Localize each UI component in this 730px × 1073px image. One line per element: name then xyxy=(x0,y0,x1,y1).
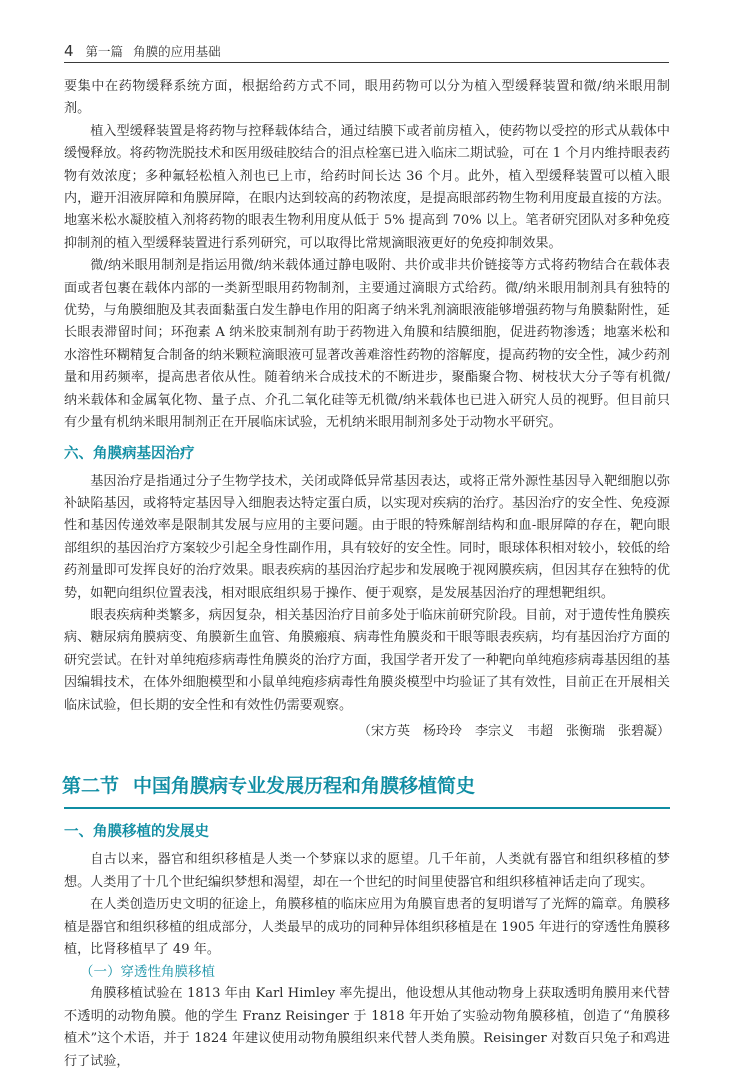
part-label: 第一篇 xyxy=(85,44,124,59)
paragraph-penetrating-keratoplasty: 角膜移植试验在 1813 年由 Karl Himley 率先提出，他设想从其他动物身上获取透明角膜用来代替不透明的动物角膜。他的学生 Franz Reisinger 于 1818 年开始了实验动物角膜移植，创造了“角膜移植术”这个术语，并于 1824 年建议使用动物角膜组织来代替人类角膜。Reisinger 对数百只兔子和鸡进行了试验， xyxy=(64,986,670,1069)
paragraph-micro-nano: 微/纳米眼用制剂是指运用微/纳米载体通过静电吸附、共价或非共价链接等方式将药物结合在载体表面或者包裹在载体内部的一类新型眼用药物制剂，主要通过滴眼方式给药。微/纳米眼用制剂具有独特的优势，与角膜细胞及其表面黏蛋白发生静电作用的阳离子纳米乳剂滴眼液能够增强药物与角膜黏附性，延长眼表滞留时间；环孢素 A 纳米胶束制剂有助于药物进入角膜和结膜细胞，促进药物渗透；地塞米松和水溶性环糊精复合制备的纳米颗粒滴眼液可显著改善难溶性药物的溶解度，提高药物的安全性，减少药剂量和用药频率，提高患者依从性。随着纳米合成技术的不断进步，聚酯聚合物、树枝状大分子等有机微/纳米载体和金属氧化物、量子点、介孔二氧化硅等无机微/纳米载体也已进入研究人员的视野。但目前只有少量有机纳米眼用制剂正在开展临床试验，无机纳米眼用制剂多处于动物水平研究。 xyxy=(64,258,670,431)
section-number: 第二节 xyxy=(62,775,120,798)
running-header xyxy=(64,42,674,60)
heading-transplant-history: 一、角膜移植的发展史 xyxy=(64,824,209,841)
subheading-penetrating-keratoplasty: （一）穿透性角膜移植 xyxy=(80,964,215,981)
paragraph-implant: 植入型缓释装置是将药物与控释载体结合，通过结膜下或者前房植入，使药物以受控的形式从载体中缓慢释放。将药物洗脱技术和医用级硅胶结合的泪点栓塞已进入临床二期试验，可在 1 个月内维持眼表药物有效浓度；多种氟轻松植入剂也已上市，给药时间长达 36 个月。此外，植入型缓释装置可以植入眼内，避开泪液屏障和角膜屏障，在眼内达到较高的药物浓度，是提高眼部药物生物利用度最直接的方法。地塞米松水凝胶植入剂将药物的眼表生物利用度从低于 5% 提高到 70% 以上。笔者研究团队对多种免疫抑制剂的植入型缓释装置进行系列研究，可以取得比常规滴眼液更好的免疫抑制效果。 xyxy=(64,123,670,251)
paragraph-history-2: 在人类创造历史文明的征途上，角膜移植的临床应用为角膜盲患者的复明谱写了光辉的篇章。角膜移植是器官和组织移植的组成部分，人类最早的成功的同种异体组织移植是在 1905 年进行的穿透性角膜移植，比肾移植早了 49 年。 xyxy=(64,897,670,957)
page-number: 4 xyxy=(64,42,74,60)
paragraph-gene-2: 眼表疾病种类繁多，病因复杂，相关基因治疗目前多处于临床前研究阶段。目前，对于遗传性角膜疾病、糖尿病角膜病变、角膜新生血管、角膜瘢痕、病毒性角膜炎和干眼等眼表疾病，均有基因治疗方面的研究尝试。在针对单纯疱疹病毒性角膜炎的治疗方面，我国学者开发了一种靶向单纯疱疹病毒基因组的基因编辑技术，在体外细胞模型和小鼠单纯疱疹病毒性角膜炎模型中均验证了其有效性，目前正在开展相关临床试验，但长期的安全性和有效性仍需要观察。 xyxy=(64,607,670,713)
main-content xyxy=(64,76,670,1073)
section-divider xyxy=(64,807,670,809)
paragraph-gene-1: 基因治疗是指通过分子生物学技术，关闭或降低异常基因表达，或将正常外源性基因导入靶细胞以弥补缺陷基因，或将特定基因导入细胞表达特定蛋白质，以实现对疾病的治疗。基因治疗的安全性、免疫源性和基因传递效率是限制其发展与应用的主要问题。由于眼的特殊解剖结构和血-眼屏障的存在，靶向眼部组织的基因治疗方案较少引起全身性副作用，具有较好的安全性。同时，眼球体积相对较小，较低的给药剂量即可发挥良好的治疗效果。眼表疾病的基因治疗起步和发展晚于视网膜疾病，但因其存在独特的优势，如靶向组织位置表浅，相对眼底组织易于操作、便于观察，是发展基因治疗的理想靶组织。 xyxy=(64,473,670,601)
section-heading xyxy=(62,771,670,801)
author-byline: （宋方英 杨玲玲 李宗义 韦超 张衡瑞 张碧凝） xyxy=(357,723,670,739)
paragraph-history-1: 自古以来，器官和组织移植是人类一个梦寐以求的愿望。几千年前，人类就有器官和组织移植的梦想。人类用了十几个世纪编织梦想和渴望，却在一个世纪的时间里使器官和组织移植神话走向了现实。 xyxy=(64,852,670,890)
paragraph-continued: 要集中在药物缓释系统方面，根据给药方式不同，眼用药物可以分为植入型缓释装置和微/纳米眼用制剂。 xyxy=(64,79,670,117)
part-title: 角膜的应用基础 xyxy=(133,44,221,59)
heading-gene-therapy: 六、角膜病基因治疗 xyxy=(64,445,195,462)
header-divider xyxy=(64,62,669,63)
section-title: 中国角膜病专业发展历程和角膜移植简史 xyxy=(133,775,476,798)
